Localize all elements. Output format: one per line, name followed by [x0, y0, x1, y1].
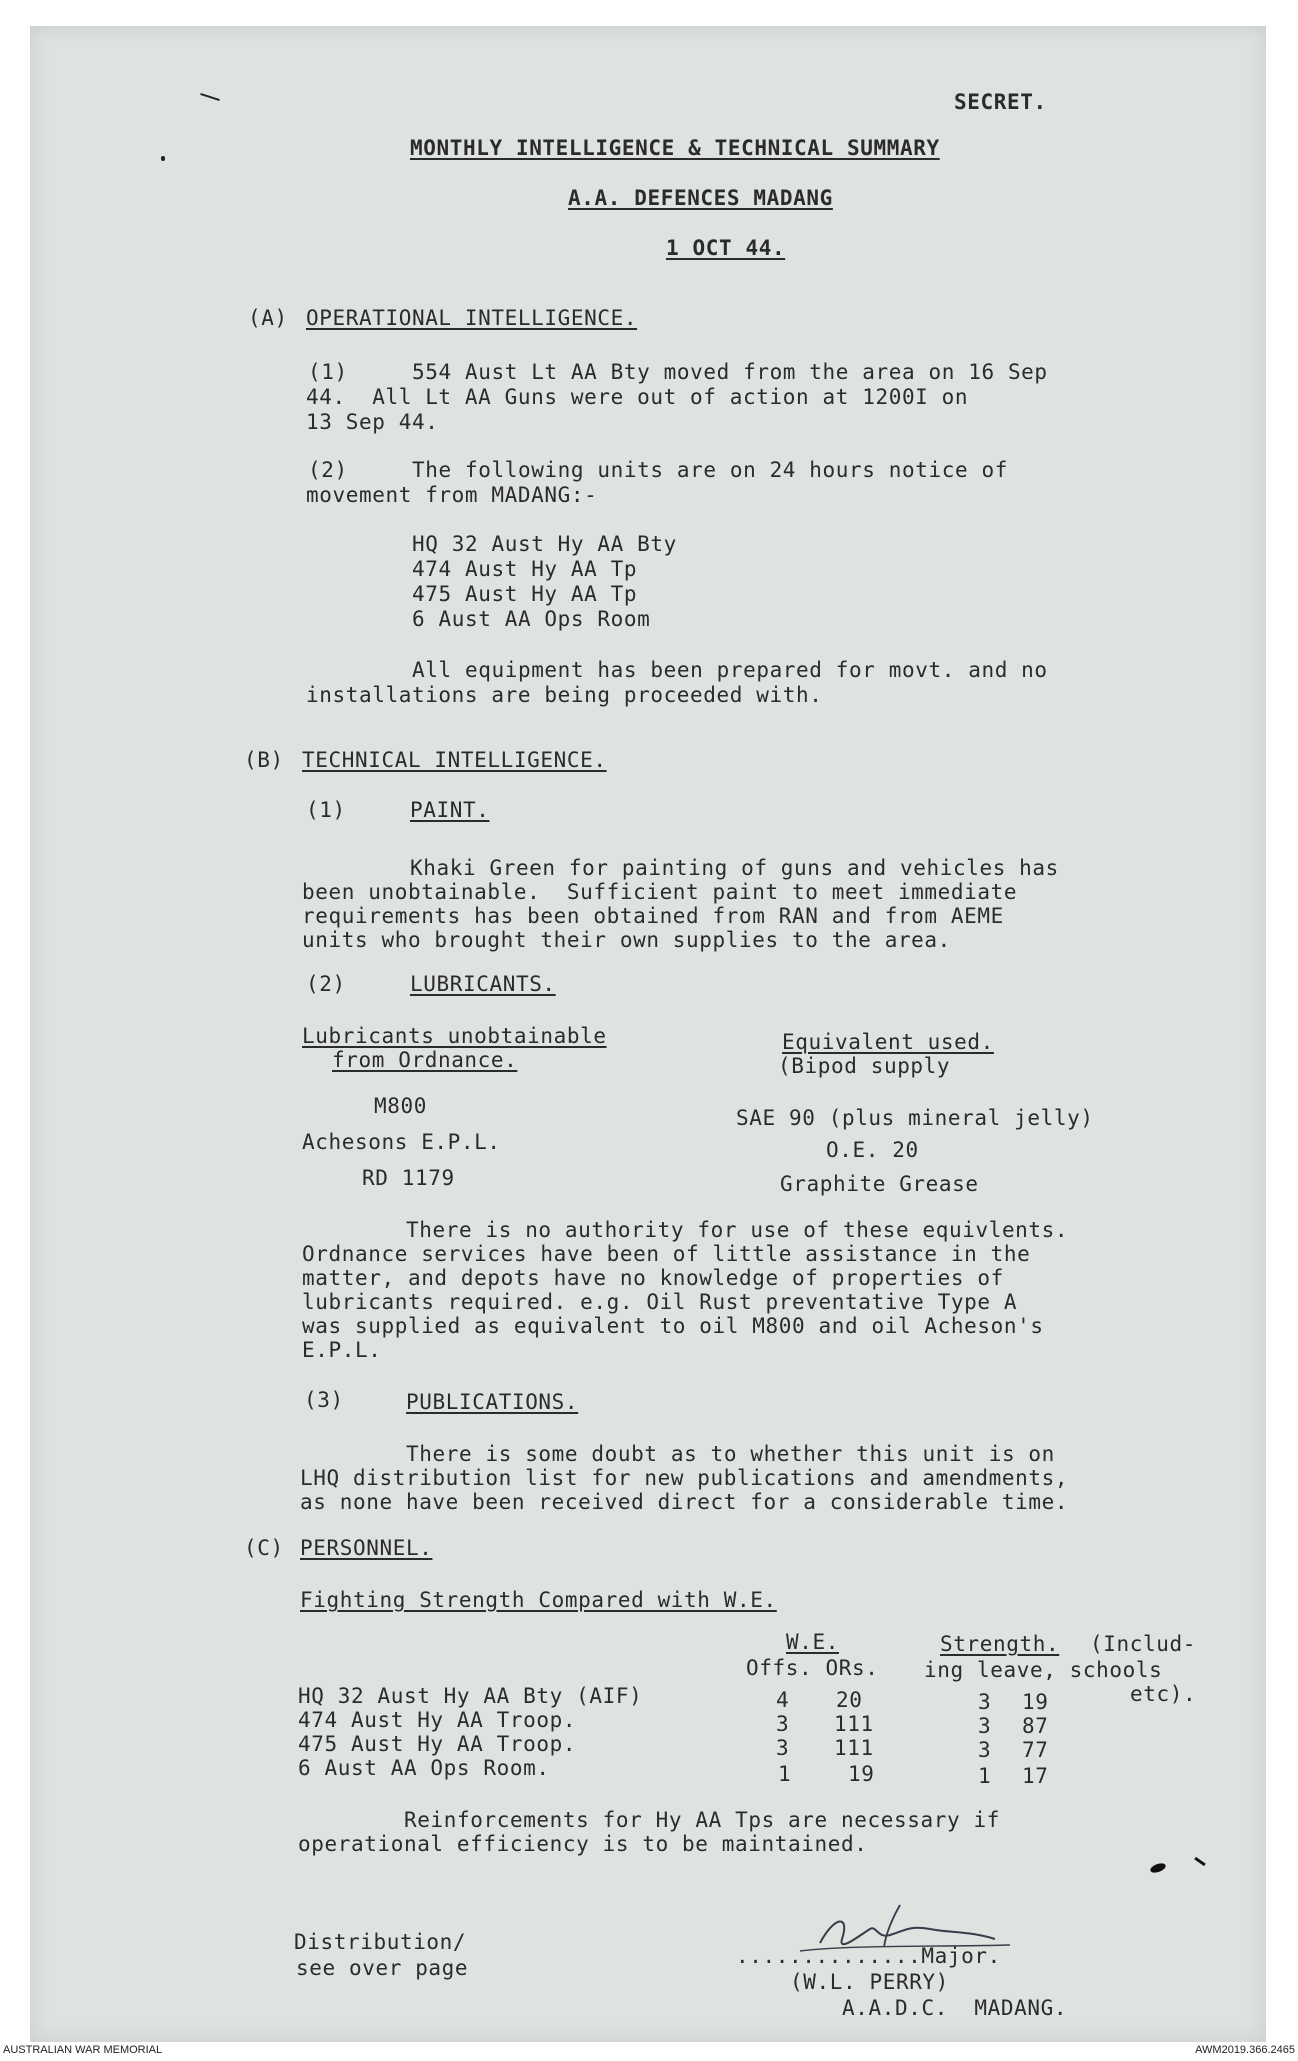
lubricants-note-line: lubricants required. e.g. Oil Rust preventative Type A: [302, 1290, 1018, 1314]
str-ors-value: 19: [1022, 1690, 1049, 1714]
we-ors-value: 20: [836, 1688, 863, 1712]
personnel-unit: 475 Aust Hy AA Troop.: [298, 1732, 577, 1756]
section-a-p2-number: (2): [308, 458, 348, 482]
lubricants-right-header: Equivalent used.: [782, 1030, 994, 1054]
personnel-unit: 6 Aust AA Ops Room.: [298, 1756, 550, 1780]
publications-heading: PUBLICATIONS.: [406, 1390, 579, 1414]
lubricants-heading: LUBRICANTS.: [410, 972, 556, 996]
strength-column-header: Strength.: [940, 1632, 1060, 1656]
we-ors-value: 111: [834, 1736, 874, 1760]
lubricants-note-line: E.P.L.: [302, 1338, 382, 1362]
str-offs-value: 3: [978, 1714, 992, 1738]
we-offs-value: 4: [776, 1688, 790, 1712]
lubricants-note-line: matter, and depots have no knowledge of properties of: [302, 1266, 1004, 1290]
str-offs-value: 3: [978, 1690, 992, 1714]
signatory-rank: ..............Major.: [736, 1944, 1001, 1968]
offs-ors-header: Offs. ORs.: [746, 1656, 879, 1680]
distribution-label: Distribution/: [294, 1930, 467, 1954]
strength-note: etc).: [1130, 1682, 1197, 1706]
str-offs-value: 3: [978, 1738, 992, 1762]
publications-line: There is some doubt as to whether this unit is on: [406, 1442, 1055, 1466]
unit-list-item: 474 Aust Hy AA Tp: [412, 557, 638, 581]
section-a-p1-line: 44. All Lt AA Guns were out of action at 1200I on: [306, 385, 969, 409]
paint-line: Khaki Green for painting of guns and vehicles has: [410, 856, 1059, 880]
lubricant-unobtainable: RD 1179: [362, 1166, 455, 1190]
signatory-title: A.A.D.C. MADANG.: [842, 1996, 1068, 2020]
lubricants-left-header: from Ordnance.: [332, 1048, 518, 1072]
we-ors-value: 19: [848, 1762, 875, 1786]
str-ors-value: 77: [1022, 1738, 1049, 1762]
lubricant-equivalent: SAE 90 (plus mineral jelly): [736, 1106, 1094, 1130]
lubricant-unobtainable: Achesons E.P.L.: [302, 1130, 501, 1154]
personnel-note-line: operational efficiency is to be maintained.: [298, 1832, 868, 1856]
lubricants-note-line: There is no authority for use of these equivlents.: [406, 1218, 1069, 1242]
ink-mark: [161, 156, 165, 161]
strength-note: (Includ-: [1090, 1632, 1196, 1656]
section-a-p1-number: (1): [308, 360, 348, 384]
archive-reference: AWM2019.366.2465: [1195, 2044, 1295, 2056]
classification-label: SECRET.: [954, 90, 1047, 114]
signatory-name: (W.L. PERRY): [790, 1970, 949, 1994]
section-a-p2-line: The following units are on 24 hours notice of: [412, 458, 1008, 482]
unit-list-item: 6 Aust AA Ops Room: [412, 607, 651, 631]
unit-name: A.A. DEFENCES MADANG: [568, 186, 833, 210]
section-a-heading: OPERATIONAL INTELLIGENCE.: [306, 306, 638, 330]
unit-list-item: HQ 32 Aust Hy AA Bty: [412, 532, 677, 556]
section-a-marker: (A): [248, 306, 288, 330]
lubricant-equivalent: Graphite Grease: [780, 1172, 979, 1196]
archive-label: AUSTRALIAN WAR MEMORIAL: [3, 2044, 163, 2056]
paint-number: (1): [306, 798, 346, 822]
str-ors-value: 17: [1022, 1764, 1049, 1788]
personnel-note-line: Reinforcements for Hy AA Tps are necessary if: [404, 1808, 1000, 1832]
lubricants-number: (2): [306, 972, 346, 996]
personnel-unit: 474 Aust Hy AA Troop.: [298, 1708, 577, 1732]
publications-line: as none have been received direct for a considerable time.: [300, 1490, 1069, 1514]
paint-line: units who brought their own supplies to the area.: [302, 928, 951, 952]
document-date: 1 OCT 44.: [666, 236, 786, 260]
personnel-subheading: Fighting Strength Compared with W.E.: [300, 1588, 777, 1612]
lubricants-right-subheader: (Bipod supply: [778, 1054, 951, 1078]
section-a-p1-line: 554 Aust Lt AA Bty moved from the area on 16 Sep: [412, 360, 1048, 384]
we-offs-value: 3: [776, 1712, 790, 1736]
lubricant-unobtainable: M800: [374, 1094, 427, 1118]
section-c-heading: PERSONNEL.: [300, 1536, 433, 1560]
section-a-closing-line: All equipment has been prepared for movt. and no: [412, 658, 1048, 682]
paint-line: been unobtainable. Sufficient paint to meet immediate: [302, 880, 1018, 904]
lubricants-note-line: was supplied as equivalent to oil M800 and oil Acheson's: [302, 1314, 1044, 1338]
lubricants-left-header: Lubricants unobtainable: [302, 1024, 607, 1048]
lubricant-equivalent: O.E. 20: [826, 1138, 919, 1162]
we-ors-value: 111: [834, 1712, 874, 1736]
paint-line: requirements has been obtained from RAN and from AEME: [302, 904, 1004, 928]
section-a-closing-line: installations are being proceeded with.: [306, 683, 823, 707]
section-a-p1-line: 13 Sep 44.: [306, 410, 439, 434]
publications-number: (3): [304, 1388, 344, 1412]
personnel-unit: HQ 32 Aust Hy AA Bty (AIF): [298, 1684, 643, 1708]
lubricants-note-line: Ordnance services have been of little assistance in the: [302, 1242, 1031, 1266]
section-c-marker: (C): [244, 1536, 284, 1560]
document-title: MONTHLY INTELLIGENCE & TECHNICAL SUMMARY: [410, 136, 940, 160]
paint-heading: PAINT.: [410, 798, 490, 822]
section-a-p2-line: movement from MADANG:-: [306, 483, 598, 507]
strength-note: ing leave, schools: [924, 1658, 1163, 1682]
unit-list-item: 475 Aust Hy AA Tp: [412, 582, 638, 606]
section-b-marker: (B): [244, 748, 284, 772]
publications-line: LHQ distribution list for new publications and amendments,: [300, 1466, 1069, 1490]
distribution-note: see over page: [296, 1956, 469, 1980]
document-page: [30, 26, 1266, 2042]
str-offs-value: 1: [978, 1764, 992, 1788]
we-column-header: W.E.: [786, 1630, 839, 1654]
str-ors-value: 87: [1022, 1714, 1049, 1738]
section-b-heading: TECHNICAL INTELLIGENCE.: [302, 748, 607, 772]
we-offs-value: 1: [778, 1762, 792, 1786]
we-offs-value: 3: [776, 1736, 790, 1760]
